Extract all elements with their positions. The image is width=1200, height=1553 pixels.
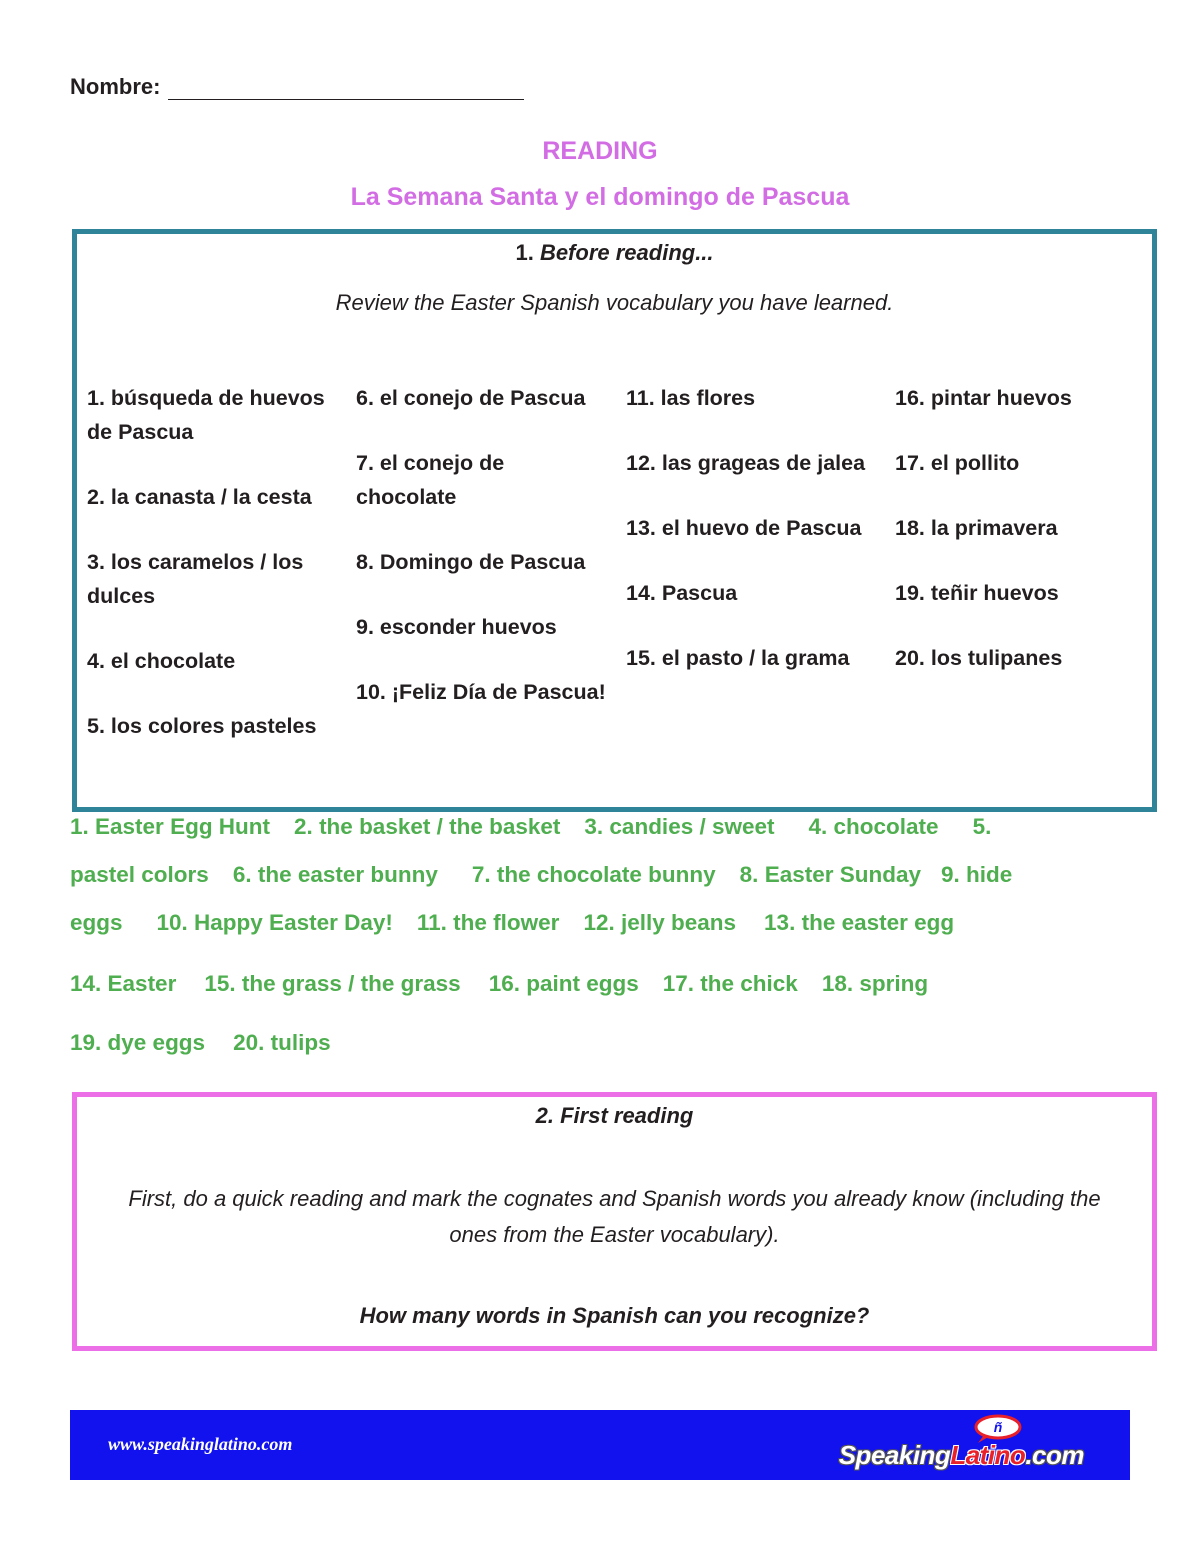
answer-item: 3. candies / sweet xyxy=(584,814,775,839)
nombre-field xyxy=(70,74,524,100)
nombre-label: Nombre: xyxy=(70,74,161,99)
answer-item: 13. the easter egg xyxy=(764,910,955,935)
before-reading-title xyxy=(77,240,1152,266)
answer-item: 17. the chick xyxy=(662,971,798,996)
answer-item: 12. jelly beans xyxy=(583,910,737,935)
answer-item: 10. Happy Easter Day! xyxy=(156,910,393,935)
vocab-item: 13. el huevo de Pascua xyxy=(626,516,862,540)
vocab-column-2 xyxy=(356,381,606,740)
answer-item: eggs xyxy=(70,910,123,935)
vocab-item: 5. los colores pasteles xyxy=(87,714,317,738)
vocab-item: 6. el conejo de Pascua xyxy=(356,386,586,410)
vocab-item: 20. los tulipanes xyxy=(895,646,1063,670)
answer-item: 8. Easter Sunday xyxy=(739,862,922,887)
before-reading-box xyxy=(72,229,1157,812)
footer-url-link[interactable]: www.speakinglatino.com xyxy=(108,1434,293,1454)
answer-item: 9. hide xyxy=(941,862,1013,887)
before-reading-instruction: Review the Easter Spanish vocabulary you have learned. xyxy=(335,290,894,315)
logo-speaking: Speaking xyxy=(838,1440,951,1470)
vocab-item: 9. esconder huevos xyxy=(356,615,557,639)
first-reading-box xyxy=(72,1092,1157,1351)
answer-item: 4. chocolate xyxy=(808,814,939,839)
answer-item: 1. Easter Egg Hunt xyxy=(70,814,271,839)
nombre-blank-line xyxy=(168,80,524,100)
vocab-item: 12. las grageas de jalea xyxy=(626,451,866,475)
vocab-item: 15. el pasto / la grama xyxy=(626,646,850,670)
vocab-item: 17. el pollito xyxy=(895,451,1020,475)
page-subheading: La Semana Santa y el domingo de Pascua xyxy=(350,183,850,211)
answer-item: 5. xyxy=(972,814,992,839)
answer-item: 19. dye eggs xyxy=(70,1030,206,1055)
first-reading-question: How many words in Spanish can you recognize? xyxy=(359,1303,870,1328)
vocab-item: 18. la primavera xyxy=(895,516,1058,540)
answer-item: 14. Easter xyxy=(70,971,177,996)
answer-item: 7. the chocolate bunny xyxy=(471,862,716,887)
answer-line-2 xyxy=(70,862,1150,888)
vocab-column-3 xyxy=(626,381,876,706)
vocab-item: 10. ¡Feliz Día de Pascua! xyxy=(356,680,606,704)
vocab-item: 2. la canasta / la cesta xyxy=(87,485,312,509)
answer-line-1 xyxy=(70,814,1150,840)
vocab-item: 14. Pascua xyxy=(626,581,738,605)
vocab-item: 7. el conejo de chocolate xyxy=(356,451,505,509)
vocab-item: 3. los caramelos / los dulces xyxy=(87,550,304,608)
answer-item: 6. the easter bunny xyxy=(232,862,438,887)
answer-line-4 xyxy=(70,971,1150,997)
vocab-item: 8. Domingo de Pascua xyxy=(356,550,586,574)
section-number: 1. xyxy=(515,240,534,265)
footer-banner xyxy=(70,1410,1130,1480)
answer-item: 2. the basket / the basket xyxy=(294,814,561,839)
vocab-item: 1. búsqueda de huevos de Pascua xyxy=(87,386,325,444)
vocab-column-4 xyxy=(895,381,1145,706)
first-reading-instruction: First, do a quick reading and mark the cognates and Spanish words you already know (including the ones from the Easter vocabulary). xyxy=(128,1186,1101,1247)
answer-line-5 xyxy=(70,1030,1150,1056)
answer-item: 11. the flower xyxy=(416,910,560,935)
answer-item: 18. spring xyxy=(821,971,929,996)
vocab-item: 19. teñir huevos xyxy=(895,581,1059,605)
vocab-item: 4. el chocolate xyxy=(87,649,236,673)
answer-item: 15. the grass / the grass xyxy=(204,971,461,996)
logo-text xyxy=(839,1440,1084,1471)
vocab-column-1 xyxy=(87,381,337,774)
logo-bubble-letter: ñ xyxy=(993,1419,1003,1435)
page-heading: READING xyxy=(542,137,658,165)
vocab-item: 11. las flores xyxy=(626,386,756,410)
answer-item: 16. paint eggs xyxy=(488,971,639,996)
logo-latino: Latino xyxy=(950,1440,1026,1470)
first-reading-title: 2. First reading xyxy=(535,1103,694,1128)
answer-item: 20. tulips xyxy=(233,1030,331,1055)
vocab-item: 16. pintar huevos xyxy=(895,386,1072,410)
answer-item: pastel colors xyxy=(70,862,209,887)
logo-com: .com xyxy=(1025,1440,1084,1470)
answer-line-3 xyxy=(70,910,1150,936)
section-title: Before reading... xyxy=(539,240,714,265)
